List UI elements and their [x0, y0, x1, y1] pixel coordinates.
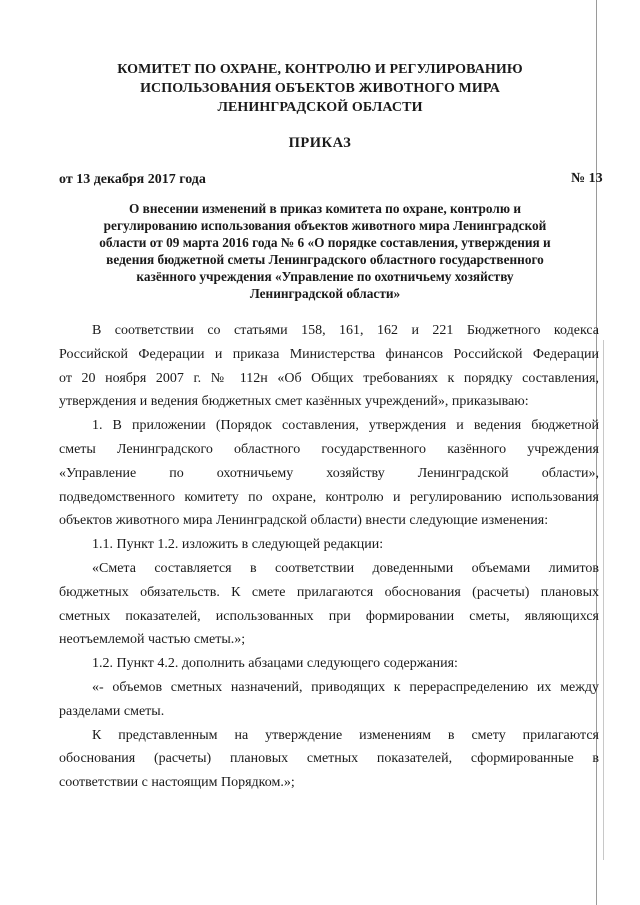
body-line: 1.2. Пункт 4.2. дополнить абзацами следующего содержания:	[92, 656, 458, 672]
subject-line: ведения бюджетной сметы Ленинградского областного государственного	[106, 252, 544, 267]
body-line: «- объемов сметных назначений, приводящих к перераспределению их между	[92, 679, 599, 695]
body-line: соответствии с настоящим Порядком.»;	[59, 775, 295, 791]
body-line: разделами сметы.	[59, 703, 165, 719]
body-line: объектов животного мира Ленинградской области) внести следующие изменения:	[59, 513, 549, 529]
order-date: от 13 декабря 2017 года	[59, 172, 206, 187]
subject-line: Ленинградской области»	[249, 286, 401, 301]
subject-line: казённого учреждения «Управление по охотничьему хозяйству	[136, 269, 514, 284]
body-line: сметы Ленинградского областного государственного казённого учреждения	[59, 441, 599, 457]
body-line: подведомственного комитету по охране, контролю и регулированию использования	[59, 489, 599, 505]
body-line: 1. В приложении (Порядок составления, утверждения и ведения бюджетной	[92, 418, 599, 434]
body-line: Российской Федерации и приказа Министерства финансов Российской Федерации	[59, 346, 599, 362]
subject-line: регулированию использования объектов животного мира Ленинградской	[103, 218, 547, 233]
paragraph-attachments	[59, 724, 599, 795]
body-line: К представленным на утверждение изменениям в смету прилагаются	[92, 727, 599, 743]
body-line: бюджетных обязательств. К смете прилагаются обоснования (расчеты) плановых	[59, 584, 599, 600]
order-number: № 13	[571, 171, 603, 186]
body-line: «Смета составляется в соответствии доведенными объемами лимитов	[92, 560, 599, 576]
committee-line-1: КОМИТЕТ ПО ОХРАНЕ, КОНТРОЛЮ И РЕГУЛИРОВАНИЮ	[117, 62, 523, 77]
body-line: сметных показателей, использованных при формировании сметы, являющихся	[59, 608, 599, 624]
scan-edge-line-faint	[603, 340, 604, 860]
paragraph-preamble	[59, 319, 599, 414]
body-line: 1.1. Пункт 1.2. изложить в следующей редакции:	[92, 537, 384, 553]
body-line: утверждения и ведения бюджетных смет казённых учреждений», приказываю:	[59, 394, 529, 410]
paragraph-quote-1-2	[59, 557, 599, 652]
paragraph-item-1	[59, 414, 599, 533]
document-type-title: ПРИКАЗ	[288, 135, 352, 151]
paragraph-item-1-2	[59, 652, 599, 676]
committee-line-3: ЛЕНИНГРАДСКОЙ ОБЛАСТИ	[217, 100, 423, 115]
subject-line: области от 09 марта 2016 года № 6 «О порядке составления, утверждения и	[99, 235, 551, 250]
body-line: от 20 ноября 2007 г. № 112н «Об Общих требованиях к порядку составления,	[59, 370, 599, 386]
paragraph-quote-4-2	[59, 676, 599, 724]
body-line: В соответствии со статьями 158, 161, 162 и 221 Бюджетного кодекса	[92, 323, 599, 338]
paragraph-item-1-1	[59, 533, 599, 557]
order-subject	[95, 200, 555, 302]
committee-header	[70, 60, 570, 117]
body-line: неотъемлемой частью сметы.»;	[59, 632, 246, 648]
body-line: обоснования (расчеты) плановых сметных показателей, сформированные в	[59, 751, 599, 767]
subject-line: О внесении изменений в приказ комитета по охране, контролю и	[128, 201, 521, 216]
committee-line-2: ИСПОЛЬЗОВАНИЯ ОБЪЕКТОВ ЖИВОТНОГО МИРА	[140, 81, 500, 96]
body-line: «Управление по охотничьему хозяйству Ленинградской области»,	[59, 465, 599, 481]
order-body	[59, 319, 599, 795]
